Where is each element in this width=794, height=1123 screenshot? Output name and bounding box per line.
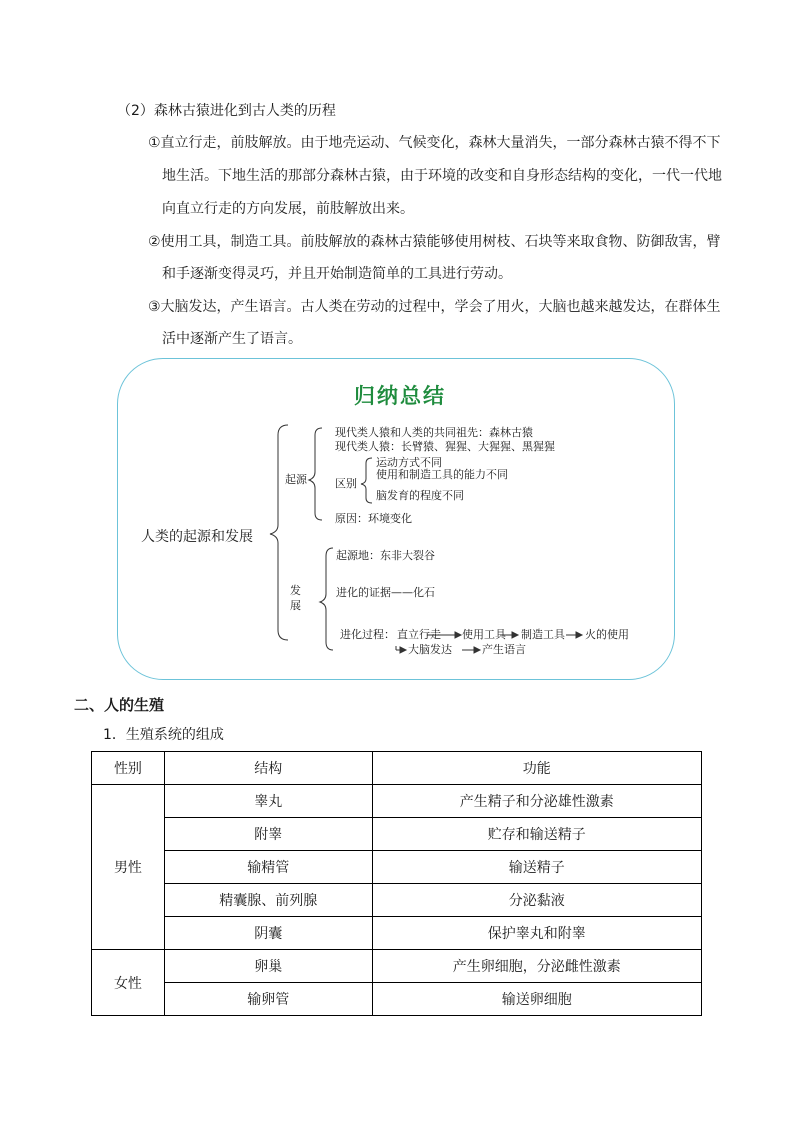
mindmap-root: 人类的起源和发展: [141, 529, 253, 545]
table-row: [92, 785, 702, 818]
function-cell: 贮存和输送精子: [372, 818, 701, 851]
header-cell: 结构: [164, 752, 372, 785]
header-cell: 功能: [372, 752, 701, 785]
process-step: 火的使用: [585, 628, 629, 641]
structure-cell: 睾丸: [164, 785, 372, 818]
reproductive-system-table: [91, 751, 702, 1016]
paragraph-line: 和手逐渐变得灵巧，并且开始制造简单的工具进行劳动。: [162, 266, 512, 282]
structure-cell: 附睾: [164, 818, 372, 851]
paragraph-line: 地生活。下地生活的那部分森林古猿，由于环境的改变和自身形态结构的变化，一代一代地: [162, 168, 722, 184]
table-row: [92, 884, 702, 917]
paragraph-line: ②使用工具，制造工具。前肢解放的森林古猿能够使用树枝、石块等来取食物、防御敌害，臂: [148, 234, 721, 250]
table-header-row: [92, 752, 702, 785]
part2-heading: 二、人的生殖: [74, 696, 165, 714]
process-label: 进化过程：: [340, 628, 395, 641]
function-cell: 保护睾丸和附睾: [372, 917, 701, 950]
table-row: [92, 851, 702, 884]
structure-cell: 输精管: [164, 851, 372, 884]
development-label: 展: [290, 599, 301, 612]
development-label: 发: [290, 584, 301, 597]
origin-brace: [309, 428, 322, 520]
development-brace: [320, 548, 333, 650]
summary-title: 归纳总结: [354, 384, 446, 408]
development-evidence: 进化的证据——化石: [336, 586, 435, 599]
difference-label: 区别: [335, 477, 357, 490]
table-row: [92, 983, 702, 1016]
subsection-heading: 1．生殖系统的组成: [103, 727, 224, 743]
development-place: 起源地：东非大裂谷: [336, 549, 435, 562]
function-cell: 产生卵细胞，分泌雌性激素: [372, 950, 701, 983]
section-heading: （2）森林古猿进化到古人类的历程: [117, 103, 336, 119]
process-step: 使用工具: [462, 628, 506, 641]
table-row: [92, 917, 702, 950]
paragraph-line: 向直立行走的方向发展，前肢解放出来。: [162, 201, 414, 217]
process-step: 大脑发达: [408, 643, 452, 656]
origin-label: 起源: [285, 473, 307, 486]
function-cell: 分泌黏液: [372, 884, 701, 917]
sex-cell-male: 男性: [92, 785, 165, 950]
difference-item: 脑发育的程度不同: [376, 489, 464, 502]
process-step: 直立行走: [397, 628, 441, 641]
table-row: [92, 950, 702, 983]
structure-cell: 输卵管: [164, 983, 372, 1016]
structure-cell: 卵巢: [164, 950, 372, 983]
function-cell: 输送精子: [372, 851, 701, 884]
difference-item: 运动方式不同: [376, 456, 442, 469]
table-row: [92, 818, 702, 851]
origin-apes: 现代类人猿：长臂猿、猩猩、大猩猩、黑猩猩: [335, 440, 555, 453]
structure-cell: 阴囊: [164, 917, 372, 950]
process-step: 制造工具: [521, 628, 565, 641]
paragraph-line: ①直立行走，前肢解放。由于地壳运动、气候变化，森林大量消失，一部分森林古猿不得不下: [148, 135, 721, 151]
process-step: 产生语言: [482, 643, 526, 656]
function-cell: 产生精子和分泌雄性激素: [372, 785, 701, 818]
difference-brace: [361, 458, 372, 503]
origin-ancestor: 现代类人猿和人类的共同祖先：森林古猿: [335, 426, 533, 439]
difference-item: 使用和制造工具的能力不同: [376, 468, 508, 481]
origin-cause: 原因：环境变化: [335, 512, 412, 525]
paragraph-line: 活中逐渐产生了语言。: [162, 331, 302, 347]
paragraph-line: ③大脑发达，产生语言。古人类在劳动的过程中，学会了用火，大脑也越来越发达，在群体生: [148, 299, 721, 315]
function-cell: 输送卵细胞: [372, 983, 701, 1016]
main-brace: [270, 425, 288, 640]
structure-cell: 精囊腺、前列腺: [164, 884, 372, 917]
header-cell: 性别: [92, 752, 165, 785]
sex-cell-female: 女性: [92, 950, 165, 1016]
